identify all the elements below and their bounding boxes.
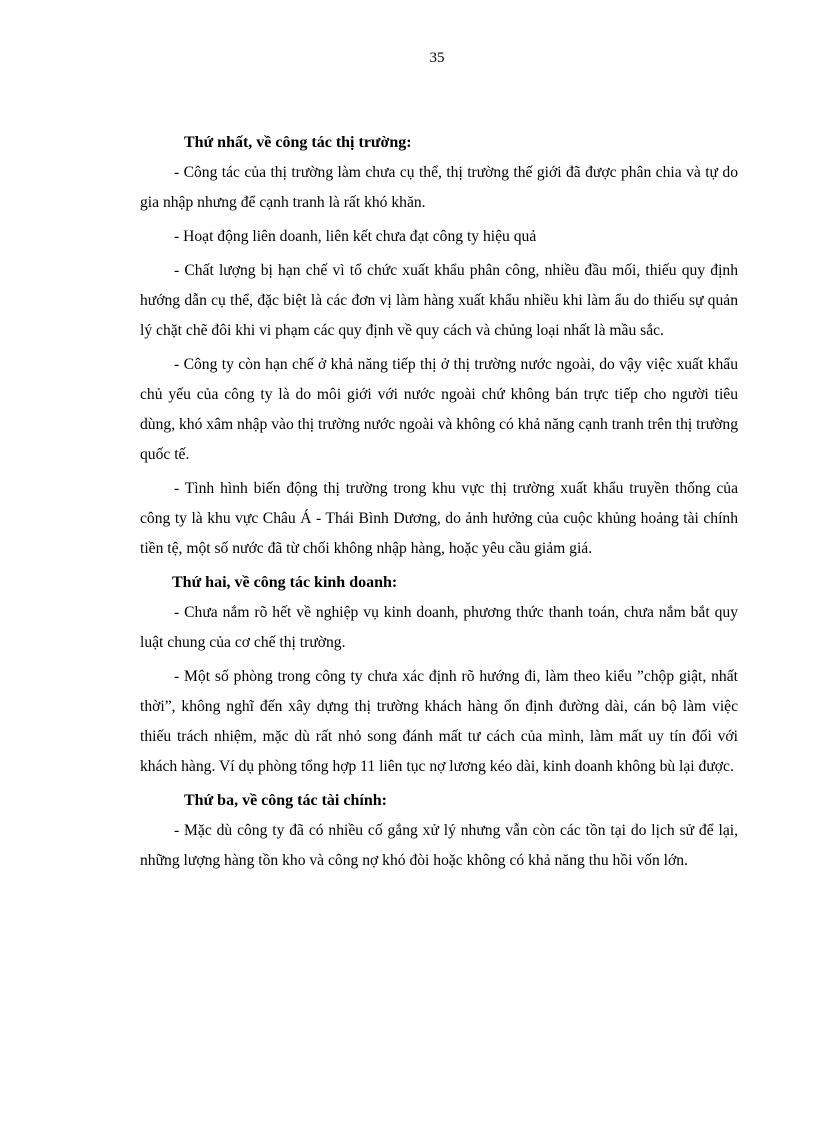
section-market [140, 128, 738, 564]
paragraph: - Công ty còn hạn chế ở khả năng tiếp thị ở thị trường nước ngoài, do vậy việc xuất khẩu chủ yếu của công ty là do môi giới với nước ngoài chứ không bán trực tiếp cho người tiêu dùng, khó xâm nhập vào thị trường nước ngoài và không có khả năng cạnh tranh trên thị trường quốc tế. [140, 356, 738, 463]
section-finance [140, 786, 738, 876]
paragraph: - Hoạt động liên doanh, liên kết chưa đạt công ty hiệu quả [174, 228, 537, 245]
section-business [140, 568, 738, 782]
paragraph: - Chất lượng bị hạn chế vì tổ chức xuất khẩu phân công, nhiều đầu mối, thiếu quy định hướng dẫn cụ thể, đặc biệt là các đơn vị làm hàng xuất khẩu nhiều khi làm ẩu do thiếu sự quản lý chặt chẽ đôi khi vi phạm các quy định về quy cách và chủng loại nhất là mầu sắc. [140, 262, 738, 339]
paragraph: - Một số phòng trong công ty chưa xác định rõ hướng đi, làm theo kiểu ”chộp giật, nhất thời”, không nghĩ đến xây dựng thị trường khách hàng ổn định đường dài, cán bộ làm việc thiếu trách nhiệm, mặc dù rất nhỏ song đánh mất tư cách của mình, làm mất uy tín đối với khách hàng. Ví dụ phòng tổng hợp 11 liên tục nợ lương kéo dài, kinh doanh không bù lại được. [140, 668, 738, 775]
page-number: 35 [429, 50, 445, 66]
document-body [140, 128, 738, 880]
section-heading-business: Thứ hai, về công tác kinh doanh: [172, 574, 398, 591]
paragraph: - Tình hình biến động thị trường trong khu vực thị trường xuất khẩu truyền thống của công ty là khu vực Châu Á - Thái Bình Dương, do ảnh hưởng của cuộc khủng hoảng tài chính tiền tệ, một số nước đã từ chối không nhập hàng, hoặc yêu cầu giảm giá. [140, 480, 738, 557]
paragraph: - Chưa nắm rõ hết về nghiệp vụ kinh doanh, phương thức thanh toán, chưa nắm bắt quy luật chung của cơ chế thị trường. [140, 604, 738, 651]
section-heading-market: Thứ nhất, về công tác thị trường: [184, 134, 412, 151]
paragraph: - Công tác của thị trường làm chưa cụ thể, thị trường thế giới đã được phân chia và tự do gia nhập nhưng để cạnh tranh là rất khó khăn. [140, 164, 738, 211]
section-heading-finance: Thứ ba, về công tác tài chính: [184, 792, 387, 809]
paragraph: - Mặc dù công ty đã có nhiều cố gắng xử lý nhưng vẫn còn các tồn tại do lịch sử để lại, những lượng hàng tồn kho và công nợ khó đòi hoặc không có khả năng thu hồi vốn lớn. [140, 822, 738, 869]
